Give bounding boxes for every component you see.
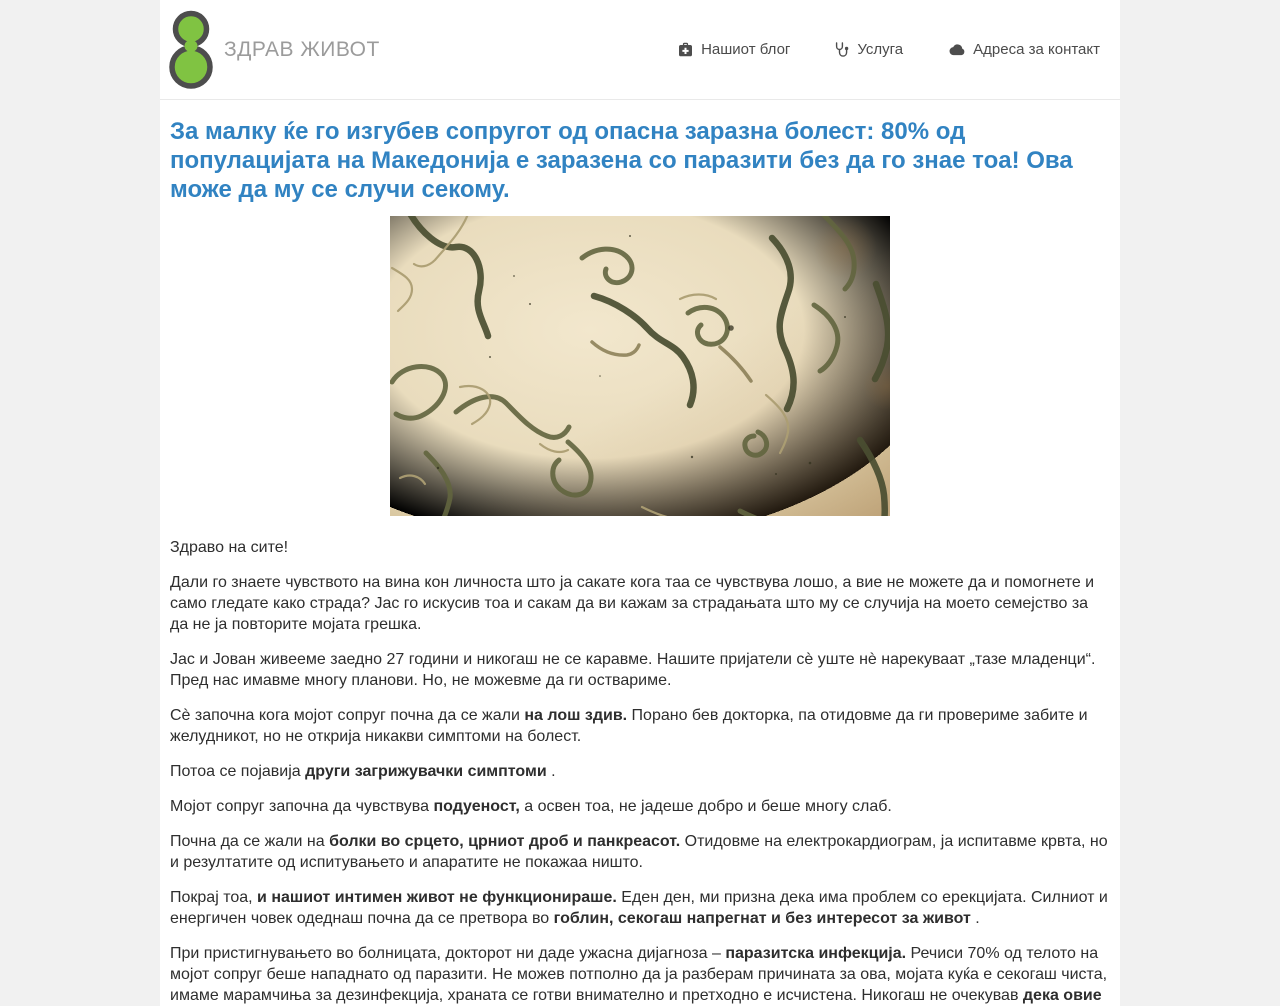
paragraph: Дали го знаете чувството на вина кон личноста што ја сакате кога таа се чувствува лошо, а вие не можете да и помогнете и само гледате како страда? Јас го искусив тоа и сакам да ви кажам за страдањата што му се случија на моето семејство за да не ја повторите мојата грешка.	[170, 574, 1095, 633]
medical-bag-icon	[677, 42, 694, 58]
article-body	[170, 537, 1110, 1006]
article-hero	[170, 216, 1110, 516]
article	[160, 100, 1120, 1006]
logo-8-icon	[168, 8, 214, 92]
paragraph: Покрај тоа, и нашиот интимен живот не функционираше. Еден ден, ми призна дека има проблем со ерекцијата. Силниот и енергичен човек одеднаш почна да се претвора во гоблин, секогаш напрегнат и без интересот за живот .	[170, 889, 1108, 927]
paragraph: Здраво на сите!	[170, 539, 289, 556]
nav-label-contact: Адреса за контакт	[973, 41, 1100, 58]
nav-item-blog[interactable]	[677, 41, 790, 58]
article-title: За малку ќе го изгубев сопругот од опасна заразна болест: 80% од популацијата на Македонија е заразена со паразити без да го знае тоа! Ова може да му се случи секому.	[170, 118, 1073, 203]
paragraph: Мојот сопруг започна да чувствува подуеност, а освен тоа, не јадеше добро и беше многу слаб.	[170, 798, 892, 815]
parasite-worms-microscope-photo	[390, 216, 890, 516]
paragraph: Јас и Јован живееме заедно 27 години и никогаш не се каравме. Нашите пријатели сè уште нè нарекуваат „тазе младенци“. Пред нас имавме многу планови. Но, не можевме да ги оствариме.	[170, 651, 1096, 689]
content-column	[160, 0, 1120, 1006]
paragraph: Сè започна кога мојот сопруг почна да се жали на лош здив. Порано бев докторка, па отидовме да ги провериме забите и желудникот, но не открија никакви симптоми на болест.	[170, 707, 1088, 745]
stethoscope-icon	[834, 42, 850, 58]
main-nav	[677, 41, 1100, 58]
nav-item-service[interactable]	[834, 41, 903, 58]
nav-item-contact[interactable]	[947, 41, 1100, 58]
cloud-icon	[947, 43, 966, 56]
site-header	[160, 0, 1120, 100]
nav-label-service: Услуга	[857, 41, 904, 58]
paragraph: При пристигнувањето во болницата, докторот ни даде ужасна дијагноза – паразитска инфекција. Речиси 70% од телото на мојот сопруг беше нападнато од паразити. Не можев потполно да ја разберам причината за ова, мојата куќа е секогаш чиста, имаме марамчиња за дезинфекција, храната се готви внимателно и претходно е исчистена. Никогаш не очекував дека овие	[170, 945, 1108, 1004]
site-title: ЗДРАВ ЖИВОТ	[224, 37, 380, 61]
paragraph: Почна да се жали на болки во срцето, црниот дроб и панкреасот. Отидовме на електрокардиограм, ја испитавме крвта, но и резултатите од испитувањето и апаратите не покажаа ништо.	[170, 833, 1108, 871]
site-logo[interactable]	[168, 8, 380, 92]
nav-label-blog: Нашиот блог	[701, 41, 791, 58]
paragraph: Потоа се појавија други загрижувачки симптоми .	[170, 763, 556, 780]
